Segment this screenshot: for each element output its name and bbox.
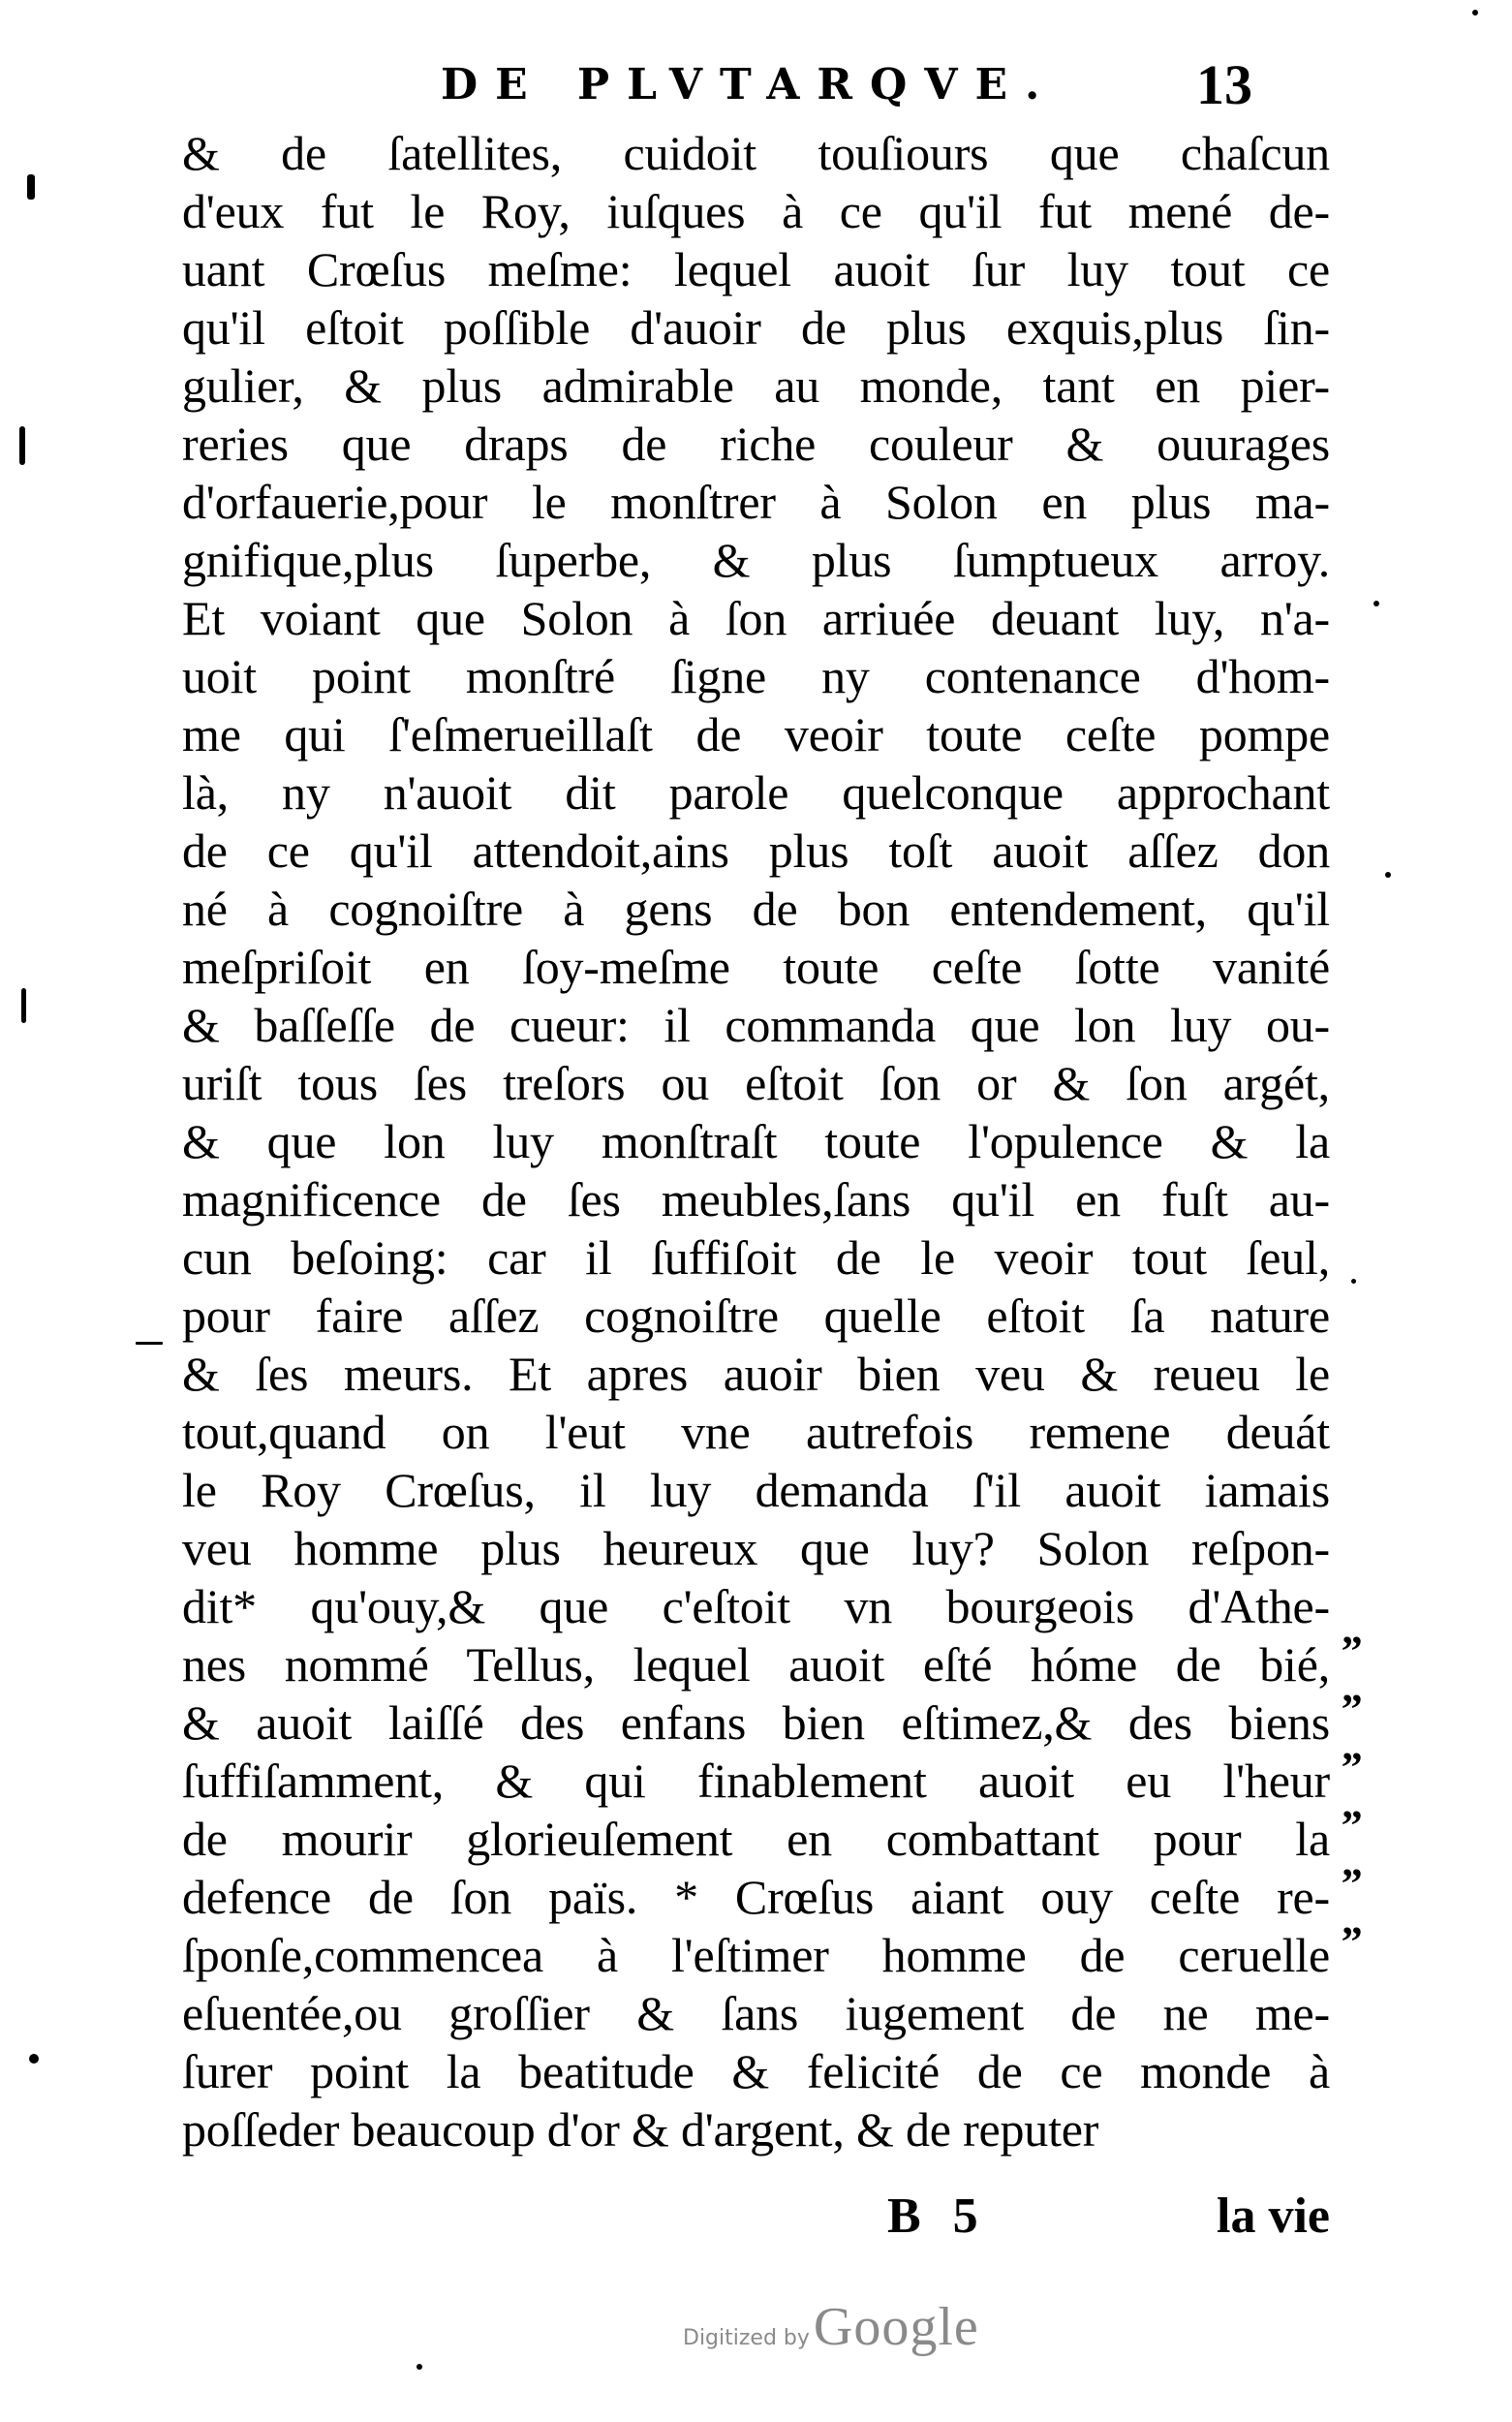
ink-speck	[29, 2054, 39, 2064]
quote-mark: „	[1342, 1896, 1367, 1943]
ink-speck	[27, 174, 35, 200]
text-line: ſuffiſamment, & qui finablement auoit eu l'heur	[182, 1754, 1330, 1808]
text-line: là, ny n'auoit dit parole quelconque approchant	[182, 765, 1330, 820]
ink-speck	[21, 988, 26, 1023]
ink-speck	[417, 2364, 422, 2370]
ink-speck	[1351, 1279, 1356, 1284]
text-line: & que lon luy monſtraſt toute l'opulence & la	[182, 1114, 1330, 1168]
ink-speck	[136, 1342, 163, 1345]
text-line: tout,quand on l'eut vne autrefois remene deuát	[182, 1405, 1330, 1459]
text-line: dit* qu'ouy,& que c'eſtoit vn bourgeois d'Athe-	[182, 1579, 1330, 1633]
signature-mark: B 5	[887, 2189, 988, 2244]
text-line: pour faire aſſez cognoiſtre quelle eſtoit ſa nature	[182, 1289, 1330, 1343]
text-line: reries que draps de riche couleur & ouurages	[182, 417, 1330, 471]
text-line: le Roy Crœſus, il luy demanda ſ'il auoit iamais	[182, 1463, 1330, 1517]
quote-mark: „	[1342, 1722, 1367, 1769]
text-line: poſſeder beaucoup d'or & d'argent, & de reputer	[182, 2102, 1099, 2157]
text-line: eſuentée,ou groſſier & ſans iugement de ne me-	[182, 1986, 1330, 2040]
text-line: né à cognoiſtre à gens de bon entendement, qu'il	[182, 882, 1330, 936]
quote-mark: „	[1342, 1780, 1367, 1827]
text-line: me qui ſ'eſmerueillaſt de veoir toute ceſte pompe	[182, 707, 1330, 761]
quote-mark: „	[1342, 1838, 1367, 1885]
text-line: meſpriſoit en ſoy-meſme toute ceſte ſotte vanité	[182, 940, 1330, 994]
ink-speck	[19, 426, 25, 465]
running-title: DE PLVTARQVE.	[441, 60, 1058, 109]
text-line: ſponſe,commencea à l'eſtimer homme de ceruelle	[182, 1928, 1330, 1982]
text-line: de mourir glorieuſement en combattant pour la	[182, 1812, 1330, 1866]
text-line: de ce qu'il attendoit,ains plus toſt auoit aſſez don	[182, 823, 1330, 878]
text-line: d'orfauerie,pour le monſtrer à Solon en plus ma-	[182, 475, 1330, 529]
body-text	[182, 124, 1330, 2158]
digitization-watermark	[683, 2296, 979, 2358]
ink-speck	[1472, 10, 1478, 16]
quote-mark: „	[1342, 1663, 1367, 1711]
text-line: nes nommé Tellus, lequel auoit eſté hóme de bié,	[182, 1637, 1330, 1692]
ink-speck	[1385, 872, 1391, 878]
text-line: qu'il eſtoit poſſible d'auoir de plus exquis,plus ſin-	[182, 300, 1330, 355]
text-line: uriſt tous ſes treſors ou eſtoit ſon or & ſon argét,	[182, 1056, 1330, 1110]
text-line: & baſſeſſe de cueur: il commanda que lon luy ou-	[182, 998, 1330, 1052]
page-number: 13	[1196, 53, 1252, 116]
text-line: ſurer point la beatitude & felicité de ce monde à	[182, 2044, 1330, 2098]
text-line: & auoit laiſſé des enfans bien eſtimez,& des biens	[182, 1695, 1330, 1750]
text-line: veu homme plus heureux que luy? Solon reſpon-	[182, 1521, 1330, 1575]
page-footer	[182, 2188, 1330, 2255]
text-line: gulier, & plus admirable au monde, tant en pier-	[182, 358, 1330, 413]
text-line: uant Crœſus meſme: lequel auoit ſur luy tout ce	[182, 242, 1330, 296]
watermark-prefix: Digitized by	[683, 2326, 810, 2350]
quote-mark: „	[1342, 1605, 1367, 1653]
ink-speck	[1373, 601, 1379, 606]
text-line: Et voiant que Solon à ſon arriuée deuant luy, n'a-	[182, 591, 1330, 645]
watermark-brand: Google	[813, 2297, 979, 2357]
text-line: uoit point monſtré ſigne ny contenance d'hom-	[182, 649, 1330, 703]
text-line: magnificence de ſes meubles,ſans qu'il en fuſt au-	[182, 1172, 1330, 1227]
text-line: cun beſoing: car il ſuffiſoit de le veoir tout ſeul,	[182, 1230, 1330, 1285]
text-line: gnifique,plus ſuperbe, & plus ſumptueux arroy.	[182, 533, 1330, 587]
text-line: d'eux fut le Roy, iuſques à ce qu'il fut mené de-	[182, 184, 1330, 238]
text-line: & de ſatellites, cuidoit touſiours que chaſcun	[182, 126, 1330, 180]
catchword: la vie	[1217, 2189, 1330, 2244]
text-line: defence de ſon païs. * Crœſus aiant ouy ceſte re-	[182, 1870, 1330, 1924]
text-line: & ſes meurs. Et apres auoir bien veu & reueu le	[182, 1347, 1330, 1401]
margin-quote-marks	[1342, 1600, 1458, 1949]
